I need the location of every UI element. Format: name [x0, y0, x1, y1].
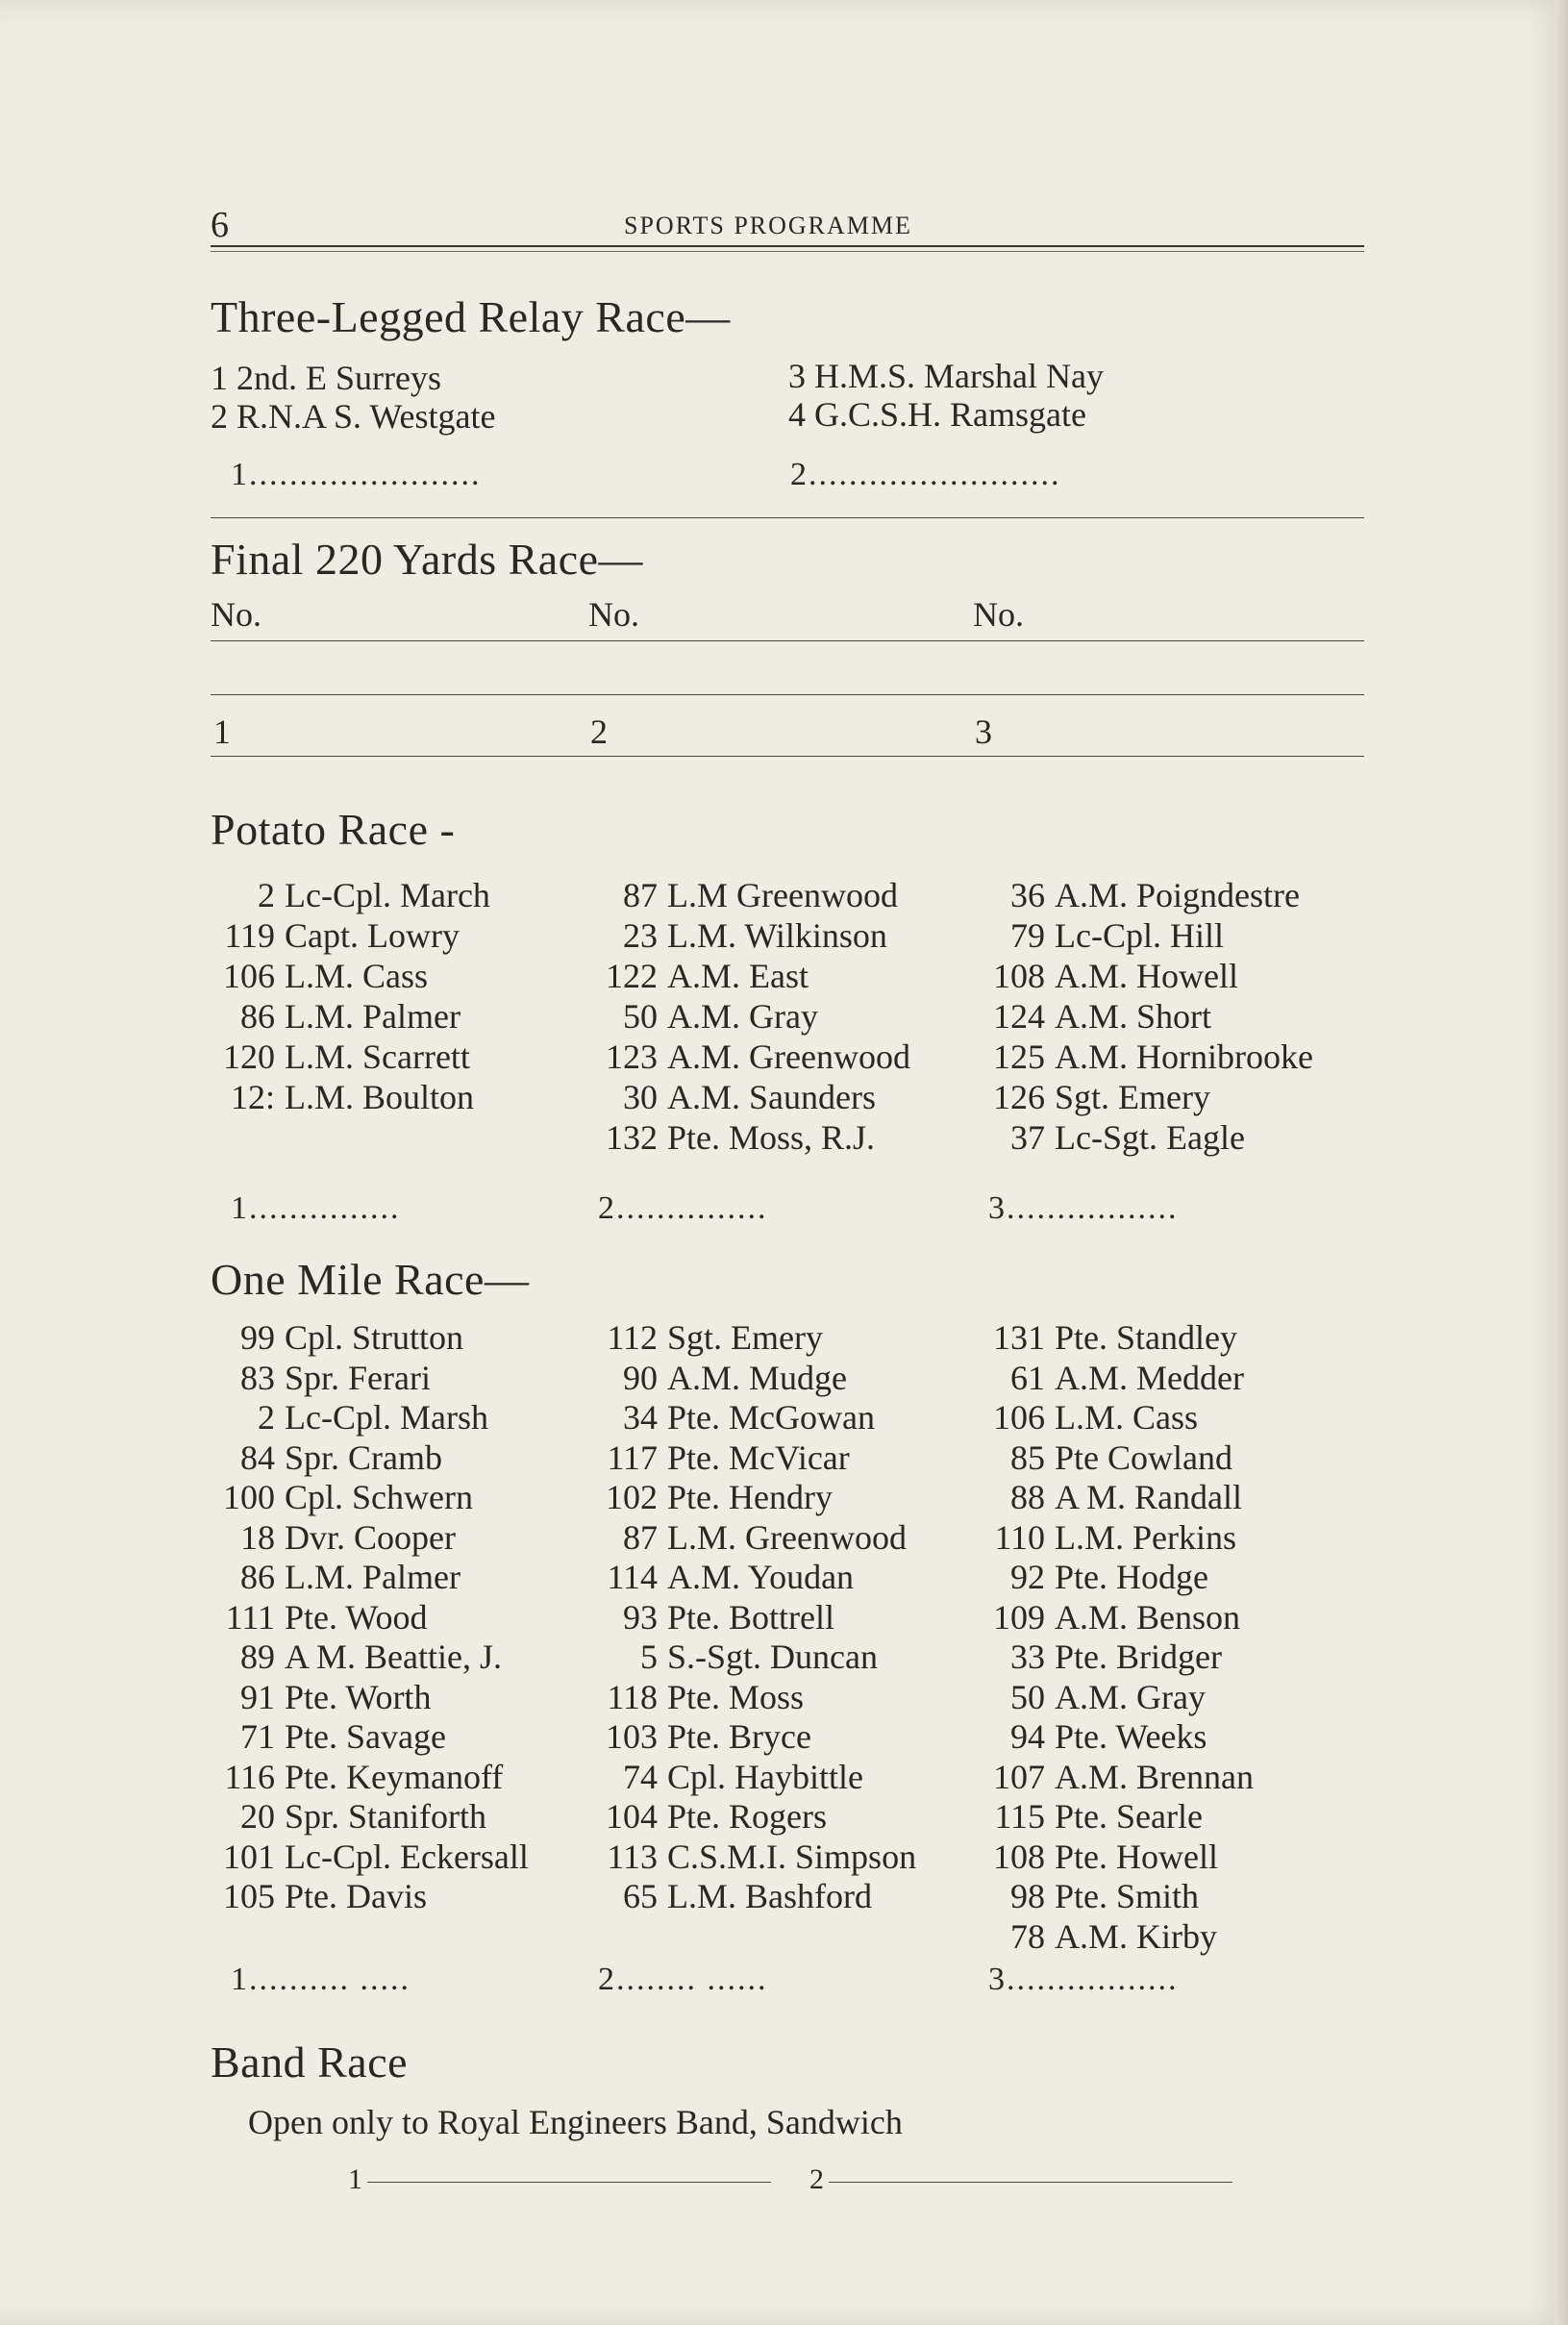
competitor-entry	[206, 1037, 571, 1077]
competitor-entry	[976, 1317, 1341, 1358]
competitor-number: 20	[240, 1797, 275, 1836]
competitor-number: 108	[993, 957, 1045, 995]
competitor-number: 102	[606, 1478, 658, 1516]
competitor-number: 92	[1010, 1558, 1045, 1596]
competitor-number: 71	[240, 1717, 275, 1756]
competitor-number: 114	[607, 1558, 658, 1596]
competitor-entry	[206, 1876, 571, 1916]
competitor-entry	[976, 996, 1341, 1037]
competitor-number: 105	[223, 1877, 275, 1915]
competitor-number: 118	[607, 1677, 658, 1716]
number-label: No.	[588, 595, 639, 634]
competitor-entry	[976, 1517, 1341, 1558]
competitor-entry	[206, 1557, 571, 1597]
competitor-name: A.M. Hornibrooke	[1055, 1038, 1313, 1076]
competitor-entry	[976, 1358, 1341, 1398]
competitor-entry	[976, 956, 1341, 996]
competitor-entry	[976, 1916, 1341, 1957]
competitor-number: 86	[240, 997, 275, 1036]
competitor-name: Pte. Bryce	[667, 1717, 811, 1756]
potato-place-third: 3.................	[988, 1190, 1179, 1226]
competitor-entry	[976, 1876, 1341, 1916]
competitor-name: Pte. Wood	[285, 1597, 428, 1637]
competitor-entry	[588, 1757, 954, 1797]
competitor-name: Lc-Cpl. Eckersall	[285, 1837, 529, 1876]
competitor-name: Pte. Worth	[285, 1677, 432, 1716]
competitor-number: 131	[993, 1318, 1045, 1357]
competitor-name: A.M. Short	[1055, 997, 1212, 1036]
competitor-name: L.M. Palmer	[285, 997, 460, 1036]
competitor-name: L.M. Greenwood	[667, 1517, 907, 1557]
band-place-first: 1	[348, 2163, 362, 2195]
competitor-entry	[588, 1837, 954, 1877]
competitor-entry	[588, 1716, 954, 1757]
competitor-name: Pte. Bridger	[1055, 1638, 1222, 1676]
competitor-number: 65	[623, 1877, 658, 1915]
competitor-name: A M. Beattie, J.	[285, 1638, 502, 1676]
competitor-name: Pte. Searle	[1055, 1797, 1203, 1836]
competitor-name: Cpl. Schwern	[285, 1478, 473, 1516]
band-place-first-line	[367, 2182, 771, 2183]
competitor-name: Pte. Hendry	[667, 1478, 833, 1516]
competitor-name: Sgt. Emery	[667, 1318, 823, 1357]
competitor-entry	[206, 1757, 571, 1797]
competitor-entry	[976, 875, 1341, 915]
band-place-second: 2	[809, 2163, 824, 2195]
competitor-number: 23	[623, 916, 658, 955]
competitor-name: L.M. Perkins	[1055, 1517, 1236, 1557]
competitor-number: 116	[224, 1757, 275, 1796]
competitor-entry	[206, 996, 571, 1037]
competitor-entry	[976, 1637, 1341, 1677]
competitor-name: A.M. Medder	[1055, 1358, 1244, 1397]
competitor-number: 132	[606, 1118, 658, 1157]
competitor-number: 30	[623, 1078, 658, 1116]
relay-entry: 2 R.N.A S. Westgate	[211, 397, 496, 436]
competitor-number: 85	[1010, 1438, 1045, 1477]
competitor-name: Lc-Cpl. Hill	[1055, 916, 1224, 955]
competitor-number: 5	[640, 1638, 658, 1676]
competitor-number: 107	[993, 1757, 1045, 1796]
competitor-number: 123	[606, 1038, 658, 1076]
competitor-number: 126	[993, 1078, 1045, 1116]
competitor-name: Pte. Smith	[1055, 1877, 1200, 1915]
competitor-name: A.M. Brennan	[1055, 1757, 1254, 1796]
competitor-entry	[206, 1716, 571, 1757]
competitor-entry	[588, 1557, 954, 1597]
competitor-name: Sgt. Emery	[1055, 1078, 1210, 1116]
competitor-name: S.-Sgt. Duncan	[667, 1638, 878, 1676]
competitor-entry	[976, 1077, 1341, 1117]
competitor-number: 34	[623, 1398, 658, 1437]
competitor-number: 99	[240, 1318, 275, 1357]
competitor-name: C.S.M.I. Simpson	[667, 1837, 917, 1876]
competitor-entry	[588, 1397, 954, 1438]
section-rule	[211, 517, 1364, 518]
competitor-number: 93	[623, 1597, 658, 1637]
competitor-entry	[976, 1117, 1341, 1158]
competitor-name: L.M. Bashford	[667, 1877, 872, 1915]
competitor-entry	[206, 915, 571, 956]
header-rule-thin	[211, 251, 1364, 252]
competitor-name: L.M. Cass	[1055, 1398, 1199, 1437]
competitor-entry	[206, 1517, 571, 1558]
competitor-number: 113	[607, 1837, 658, 1876]
competitor-number: 94	[1010, 1717, 1045, 1756]
220-place-second: 2	[590, 712, 608, 751]
competitor-name: A.M. Mudge	[667, 1358, 847, 1397]
competitor-entry	[588, 996, 954, 1037]
relay-heading: Three-Legged Relay Race—	[211, 292, 731, 341]
competitor-entry	[206, 1317, 571, 1358]
competitor-entry	[588, 1438, 954, 1478]
entry-rule	[211, 640, 1364, 641]
competitor-entry	[588, 1637, 954, 1677]
competitor-entry	[976, 1837, 1341, 1877]
competitor-name: Pte. Davis	[285, 1877, 427, 1915]
competitor-number: 124	[993, 997, 1045, 1036]
competitor-number: 125	[993, 1038, 1045, 1076]
competitor-number: 88	[1010, 1478, 1045, 1516]
competitor-entry	[206, 1677, 571, 1717]
competitor-number: 79	[1010, 916, 1045, 955]
competitor-number: 83	[240, 1358, 275, 1397]
competitor-number: 61	[1010, 1358, 1045, 1397]
competitor-name: A.M. Benson	[1055, 1597, 1241, 1637]
mile-place-third: 3.................	[988, 1962, 1179, 1997]
band-race-heading: Band Race	[211, 2038, 409, 2087]
relay-entry: 3 H.M.S. Marshal Nay	[788, 357, 1104, 395]
competitor-entry	[976, 1477, 1341, 1517]
relay-entry: 1 2nd. E Surreys	[211, 359, 441, 397]
competitor-name: Pte. Savage	[285, 1717, 446, 1756]
competitor-entry	[206, 1597, 571, 1638]
page-number: 6	[211, 205, 229, 245]
competitor-entry	[588, 1517, 954, 1558]
competitor-number: 106	[223, 957, 275, 995]
competitor-entry	[976, 1757, 1341, 1797]
competitor-entry	[206, 1438, 571, 1478]
mile-place-second: 2........ ......	[598, 1962, 768, 1997]
competitor-name: Spr. Ferari	[285, 1358, 431, 1397]
competitor-number: 84	[240, 1438, 275, 1477]
competitor-entry	[976, 1597, 1341, 1638]
competitor-number: 33	[1010, 1638, 1045, 1676]
competitor-name: A.M. Gray	[1055, 1677, 1206, 1716]
one-mile-heading: One Mile Race—	[211, 1255, 530, 1304]
competitor-number: 122	[606, 957, 658, 995]
competitor-number: 109	[993, 1597, 1045, 1637]
competitor-number: 37	[1010, 1118, 1045, 1157]
competitor-name: L.M. Boulton	[285, 1078, 475, 1116]
competitor-name: Pte. Hodge	[1055, 1558, 1208, 1596]
competitor-name: Pte. Howell	[1055, 1837, 1218, 1876]
competitor-number: 78	[1010, 1916, 1045, 1956]
competitor-number: 12:	[230, 1078, 275, 1116]
competitor-name: L.M. Palmer	[285, 1558, 460, 1596]
competitor-entry	[206, 1796, 571, 1837]
competitor-entry	[588, 1317, 954, 1358]
competitor-entry	[588, 1477, 954, 1517]
competitor-number: 120	[223, 1038, 275, 1076]
competitor-entry	[588, 1677, 954, 1717]
competitor-name: A.M. Saunders	[667, 1078, 876, 1116]
running-title: SPORTS PROGRAMME	[624, 212, 912, 239]
competitor-number: 50	[1010, 1677, 1045, 1716]
competitor-entry	[976, 1438, 1341, 1478]
competitor-number: 108	[993, 1837, 1045, 1876]
competitor-name: Lc-Cpl. Marsh	[285, 1398, 488, 1437]
potato-place-first: 1...............	[231, 1190, 401, 1226]
competitor-number: 90	[623, 1358, 658, 1397]
relay-entry: 4 G.C.S.H. Ramsgate	[788, 395, 1086, 434]
competitor-name: L.M. Cass	[285, 957, 429, 995]
220-place-first: 1	[213, 712, 231, 751]
competitor-number: 104	[606, 1797, 658, 1836]
competitor-entry	[206, 956, 571, 996]
competitor-name: Dvr. Cooper	[285, 1517, 456, 1557]
competitor-number: 117	[607, 1438, 658, 1477]
competitor-name: Cpl. Strutton	[285, 1318, 464, 1357]
competitor-name: Spr. Staniforth	[285, 1797, 487, 1836]
competitor-name: L.M Greenwood	[667, 876, 898, 914]
competitor-entry	[588, 875, 954, 915]
competitor-name: Pte. Bottrell	[667, 1597, 834, 1637]
relay-place-first: 1.......................	[231, 457, 482, 492]
competitor-name: Pte. McVicar	[667, 1438, 850, 1477]
competitor-name: Lc-Cpl. March	[285, 876, 490, 914]
competitor-entry	[588, 915, 954, 956]
competitor-number: 98	[1010, 1877, 1045, 1915]
competitor-entry	[206, 875, 571, 915]
competitor-number: 119	[224, 916, 275, 955]
competitor-entry	[588, 1037, 954, 1077]
competitor-number: 87	[623, 876, 658, 914]
competitor-name: Capt. Lowry	[285, 916, 460, 955]
competitor-number: 110	[994, 1517, 1045, 1557]
competitor-entry	[976, 1796, 1341, 1837]
competitor-entry	[976, 1677, 1341, 1717]
competitor-number: 103	[606, 1717, 658, 1756]
competitor-number: 2	[258, 876, 275, 914]
competitor-name: Pte. McGowan	[667, 1398, 875, 1437]
competitor-entry	[588, 1077, 954, 1117]
competitor-name: Lc-Sgt. Eagle	[1055, 1118, 1245, 1157]
competitor-name: A M. Randall	[1055, 1478, 1242, 1516]
competitor-name: L.M. Wilkinson	[667, 916, 887, 955]
number-label: No.	[211, 595, 261, 634]
relay-place-second: 2.........................	[790, 457, 1061, 492]
competitor-name: A.M. Poigndestre	[1055, 876, 1300, 914]
competitor-number: 101	[223, 1837, 275, 1876]
competitor-number: 87	[623, 1517, 658, 1557]
competitor-number: 115	[994, 1797, 1045, 1836]
competitor-name: Pte. Standley	[1055, 1318, 1237, 1357]
competitor-entry	[588, 956, 954, 996]
header-rule	[211, 245, 1364, 247]
band-place-second-line	[829, 2182, 1232, 2183]
competitor-entry	[206, 1358, 571, 1398]
number-label: No.	[973, 595, 1024, 634]
competitor-number: 100	[223, 1478, 275, 1516]
competitor-entry	[206, 1477, 571, 1517]
potato-place-second: 2...............	[598, 1190, 768, 1226]
competitor-entry	[588, 1876, 954, 1916]
competitor-number: 18	[240, 1517, 275, 1557]
entry-rule	[211, 756, 1364, 757]
competitor-entry	[976, 1397, 1341, 1438]
competitor-name: L.M. Scarrett	[285, 1038, 470, 1076]
competitor-name: Spr. Cramb	[285, 1438, 443, 1477]
competitor-name: A.M. Youdan	[667, 1558, 855, 1596]
competitor-name: A.M. East	[667, 957, 809, 995]
competitor-number: 112	[607, 1318, 658, 1357]
page-header	[211, 202, 1364, 250]
competitor-name: A.M. Kirby	[1055, 1916, 1217, 1956]
competitor-entry	[976, 1716, 1341, 1757]
competitor-entry	[976, 915, 1341, 956]
competitor-entry	[588, 1796, 954, 1837]
competitor-name: A.M. Greenwood	[667, 1038, 910, 1076]
competitor-name: Pte Cowland	[1055, 1438, 1232, 1477]
competitor-name: Pte. Moss	[667, 1677, 805, 1716]
competitor-entry	[206, 1397, 571, 1438]
competitor-entry	[588, 1358, 954, 1398]
competitor-number: 86	[240, 1558, 275, 1596]
band-race-subtitle: Open only to Royal Engineers Band, Sandwich	[248, 2103, 903, 2141]
potato-race-heading: Potato Race -	[211, 805, 456, 854]
competitor-name: Pte. Moss, R.J.	[667, 1118, 876, 1157]
competitor-name: Pte. Keymanoff	[285, 1757, 504, 1796]
entry-rule	[211, 694, 1364, 695]
competitor-entry	[206, 1837, 571, 1877]
competitor-name: Cpl. Haybittle	[667, 1757, 863, 1796]
competitor-number: 111	[225, 1597, 275, 1637]
competitor-number: 91	[240, 1677, 275, 1716]
mile-place-first: 1.......... .....	[231, 1962, 411, 1997]
competitor-name: A.M. Gray	[667, 997, 818, 1036]
page-edge	[1555, 0, 1568, 2325]
competitor-entry	[588, 1117, 954, 1158]
competitor-name: A.M. Howell	[1055, 957, 1238, 995]
competitor-entry	[976, 1037, 1341, 1077]
220-yards-heading: Final 220 Yards Race—	[211, 535, 644, 584]
competitor-number: 106	[993, 1398, 1045, 1437]
competitor-name: Pte. Weeks	[1055, 1717, 1207, 1756]
competitor-entry	[976, 1557, 1341, 1597]
competitor-number: 50	[623, 997, 658, 1036]
competitor-entry	[206, 1077, 571, 1117]
competitor-name: Pte. Rogers	[667, 1797, 827, 1836]
competitor-entry	[588, 1597, 954, 1638]
competitor-number: 74	[623, 1757, 658, 1796]
competitor-number: 89	[240, 1638, 275, 1676]
competitor-number: 36	[1010, 876, 1045, 914]
220-place-third: 3	[975, 712, 992, 751]
competitor-number: 2	[258, 1398, 275, 1437]
competitor-entry	[206, 1637, 571, 1677]
